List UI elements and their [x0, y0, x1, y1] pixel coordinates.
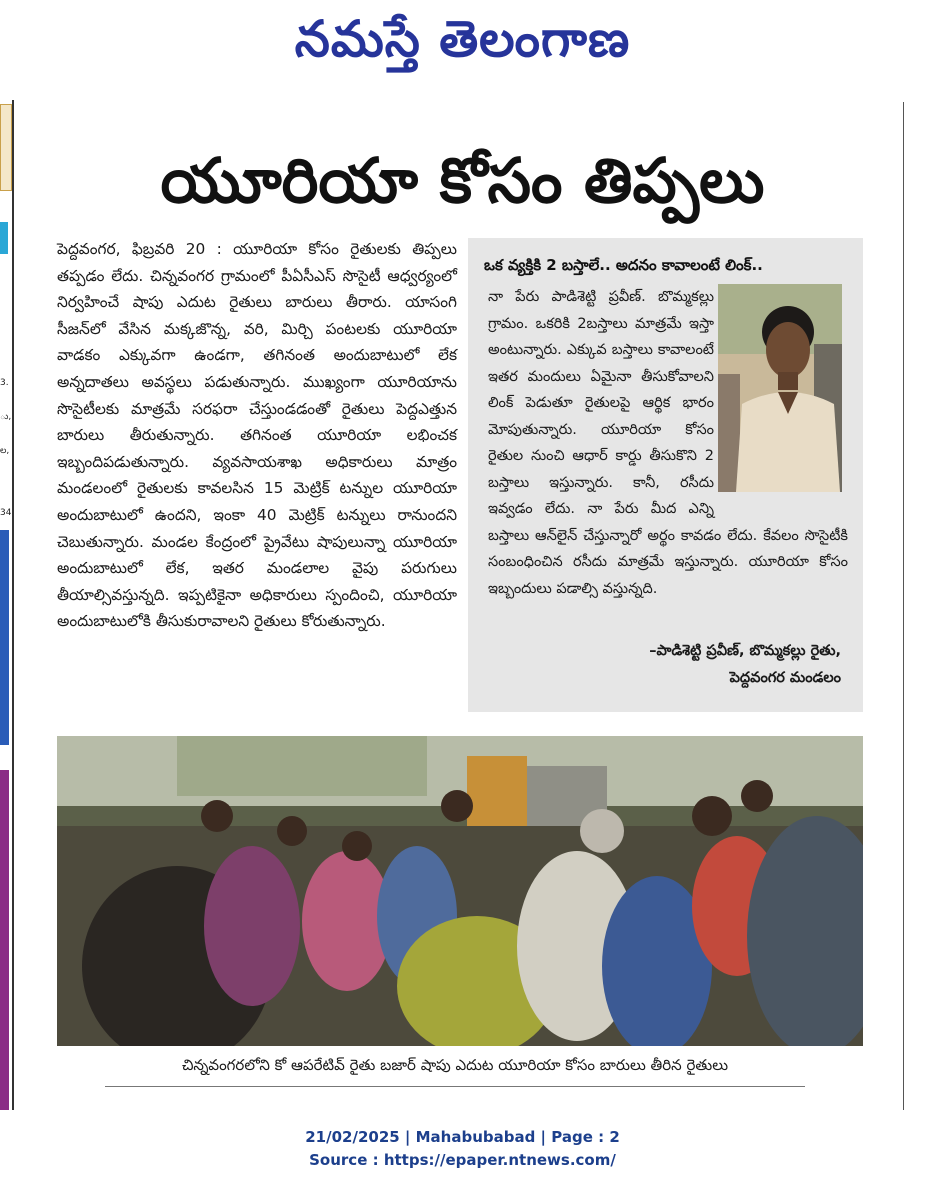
edge-mark: ు,	[0, 412, 12, 422]
quote-text: నా పేరు పాడిశెట్టి ప్రవీణ్. బొమ్మకల్లు గ్రామం. ఒకరికి 2బస్తాలు మాత్రమే ఇస్తా అంటున్నారు. ఎక్కువ బస్తాలు కావాలంటే ఇతర మందులు ఏమైనా తీసుకోవాలని లింక్ పెడుతూ రైతులపై ఆర్థిక భారం మోపుతున్నారు. యూరియా కోసం రైతుల నుంచి ఆధార్ కార్డు తీసుకొని 2 బస్తాలు ఇస్తున్నారు. కానీ, రసీదు ఇవ్వడం లేదు. నా పేరు మీద ఎన్ని బస్తాలు ఆన్‌లైన్ చేస్తున్నారో అర్థం కావడం లేదు. కేవలం సొసైటీకి సంబంధించిన రసీదు మాత్రమే ఇస్తున్నారు. యూరియా కోసం ఇబ్బందులు పడాల్సి వస్తున్నది.	[488, 289, 848, 597]
article-headline: యూరియా కోసం తిప్పలు	[160, 144, 765, 217]
column-rule	[903, 102, 904, 1110]
photo-caption: చిన్నవంగరలోని కో ఆపరేటివ్ రైతు బజార్ షాపు ఎదుట యూరియా కోసం బారులు తీరిన రైతులు	[105, 1050, 805, 1087]
adjacent-page-edge	[0, 100, 14, 1110]
quote-box-text	[488, 284, 848, 654]
article-body: పెద్దవంగర, ఫిబ్రవరి 20 : యూరియా కోసం రైతులకు తిప్పలు తప్పడం లేదు. చిన్నవంగర గ్రామంలో పీఏసీఎస్ సొసైటీ ఆధ్వర్యంలో నిర్వహించే షాపు ఎదుట రైతులు బారులు తీరారు. యాసంగి సీజన్‌లో వేసిన మక్కజొన్న, వరి, మిర్చి పంటలకు యూరియా వాడకం ఎక్కువగా ఉండగా, తగినంత అందుబాటులో లేక అన్నదాతలు అవస్థలు పడుతున్నారు. ముఖ్యంగా యూరియాను సొసైటీలకు మాత్రమే సరఫరా చేస్తుండడంతో రైతులు పెద్దఎత్తున బారులు తీరుతున్నారు. తగినంత యూరియా లభించక ఇబ్బందిపడుతున్నారు. వ్యవసాయశాఖ అధికారులు మాత్రం మండలంలో రైతులకు కావలసిన 15 మెట్రిక్ టన్నుల యూరియా అందుబాటులో ఉందని, ఇంకా 40 మెట్రిక్ టన్నులు రానుందని చెబుతున్నారు. మండల కేంద్రంలో ప్రైవేటు షాపులున్నా యూరియా అందుబాటులో లేక, ఇతర మండలాల వైపు పరుగులు తీయాల్సివస్తున్నది. ఇప్పటికైనా అధికారులు స్పందించి, యూరియా అందుబాటులోకి తీసుకురావాలని రైతులు కోరుతున్నారు.	[57, 240, 457, 631]
farmers-queue-photo	[57, 736, 863, 1046]
credit-line-1: –పాడిశెట్టి ప్రవీణ్, బొమ్మకల్లు రైతు,	[649, 643, 841, 659]
footer-source: Source : https://epaper.ntnews.com/	[309, 1151, 616, 1169]
edge-mark: 3.	[0, 378, 9, 388]
quote-box-title: ఒక వ్యక్తికి 2 బస్తాలే.. అదనం కావాలంటే లింక్..	[484, 256, 763, 274]
page-footer	[0, 1126, 925, 1172]
farmer-quote-box	[468, 238, 863, 712]
edge-mark: 34	[0, 508, 12, 518]
edge-mark: ల,	[0, 446, 10, 456]
quote-credit	[511, 638, 841, 692]
footer-date-edition: 21/02/2025 | Mahabubabad | Page : 2	[305, 1128, 620, 1146]
masthead-logo: నమస్తే తెలంగాణ	[294, 9, 631, 68]
credit-line-2: పెద్దవంగర మండలం	[729, 670, 841, 686]
